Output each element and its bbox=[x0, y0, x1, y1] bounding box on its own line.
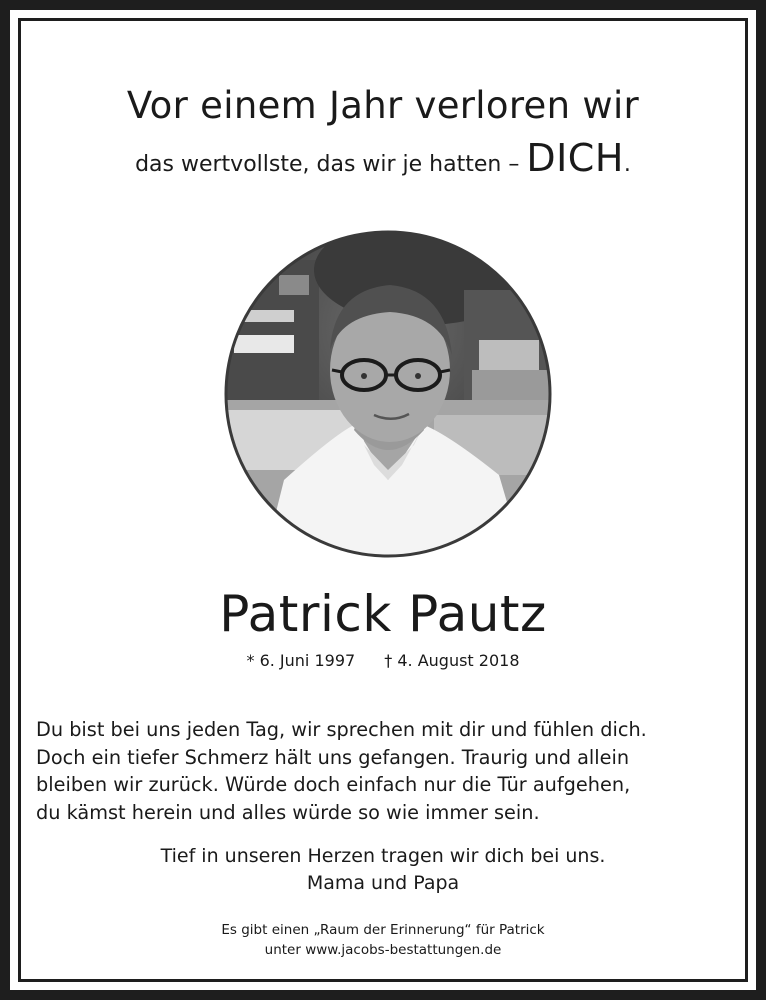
death-date: † 4. August 2018 bbox=[384, 651, 520, 670]
closing-text bbox=[0, 843, 766, 897]
memorial-text-line: Doch ein tiefer Schmerz hält uns gefangen. Traurig und allein bbox=[36, 745, 630, 769]
headline-line-2-end: . bbox=[623, 152, 631, 177]
closing-line-1: Tief in unseren Herzen tragen wir dich bei uns. bbox=[160, 845, 606, 867]
memorial-text bbox=[36, 716, 736, 826]
deceased-name: Patrick Pautz bbox=[219, 585, 547, 643]
headline-line-2 bbox=[0, 136, 766, 180]
birth-date: * 6. Juni 1997 bbox=[246, 651, 356, 670]
headline-line-2-text: das wertvollste, das wir je hatten – bbox=[135, 152, 527, 177]
memorial-text-line: Du bist bei uns jeden Tag, wir sprechen mit dir und fühlen dich. bbox=[36, 718, 647, 741]
footer-note bbox=[0, 920, 766, 960]
footer-line-1: Es gibt einen „Raum der Erinnerung“ für Patrick bbox=[221, 922, 545, 938]
signature-names: Mama und Papa bbox=[306, 872, 460, 894]
headline-emphasis: DICH bbox=[526, 136, 624, 180]
life-dates bbox=[0, 651, 766, 670]
memorial-text-line: bleiben wir zurück. Würde doch einfach nur die Tür aufgehen, bbox=[36, 773, 631, 796]
headline-line-1: Vor einem Jahr verloren wir bbox=[126, 84, 640, 127]
memorial-text-line: du kämst herein und alles würde so wie immer sein. bbox=[36, 800, 540, 824]
footer-website: unter www.jacobs-bestattungen.de bbox=[264, 942, 502, 958]
portrait-photo bbox=[224, 230, 552, 558]
